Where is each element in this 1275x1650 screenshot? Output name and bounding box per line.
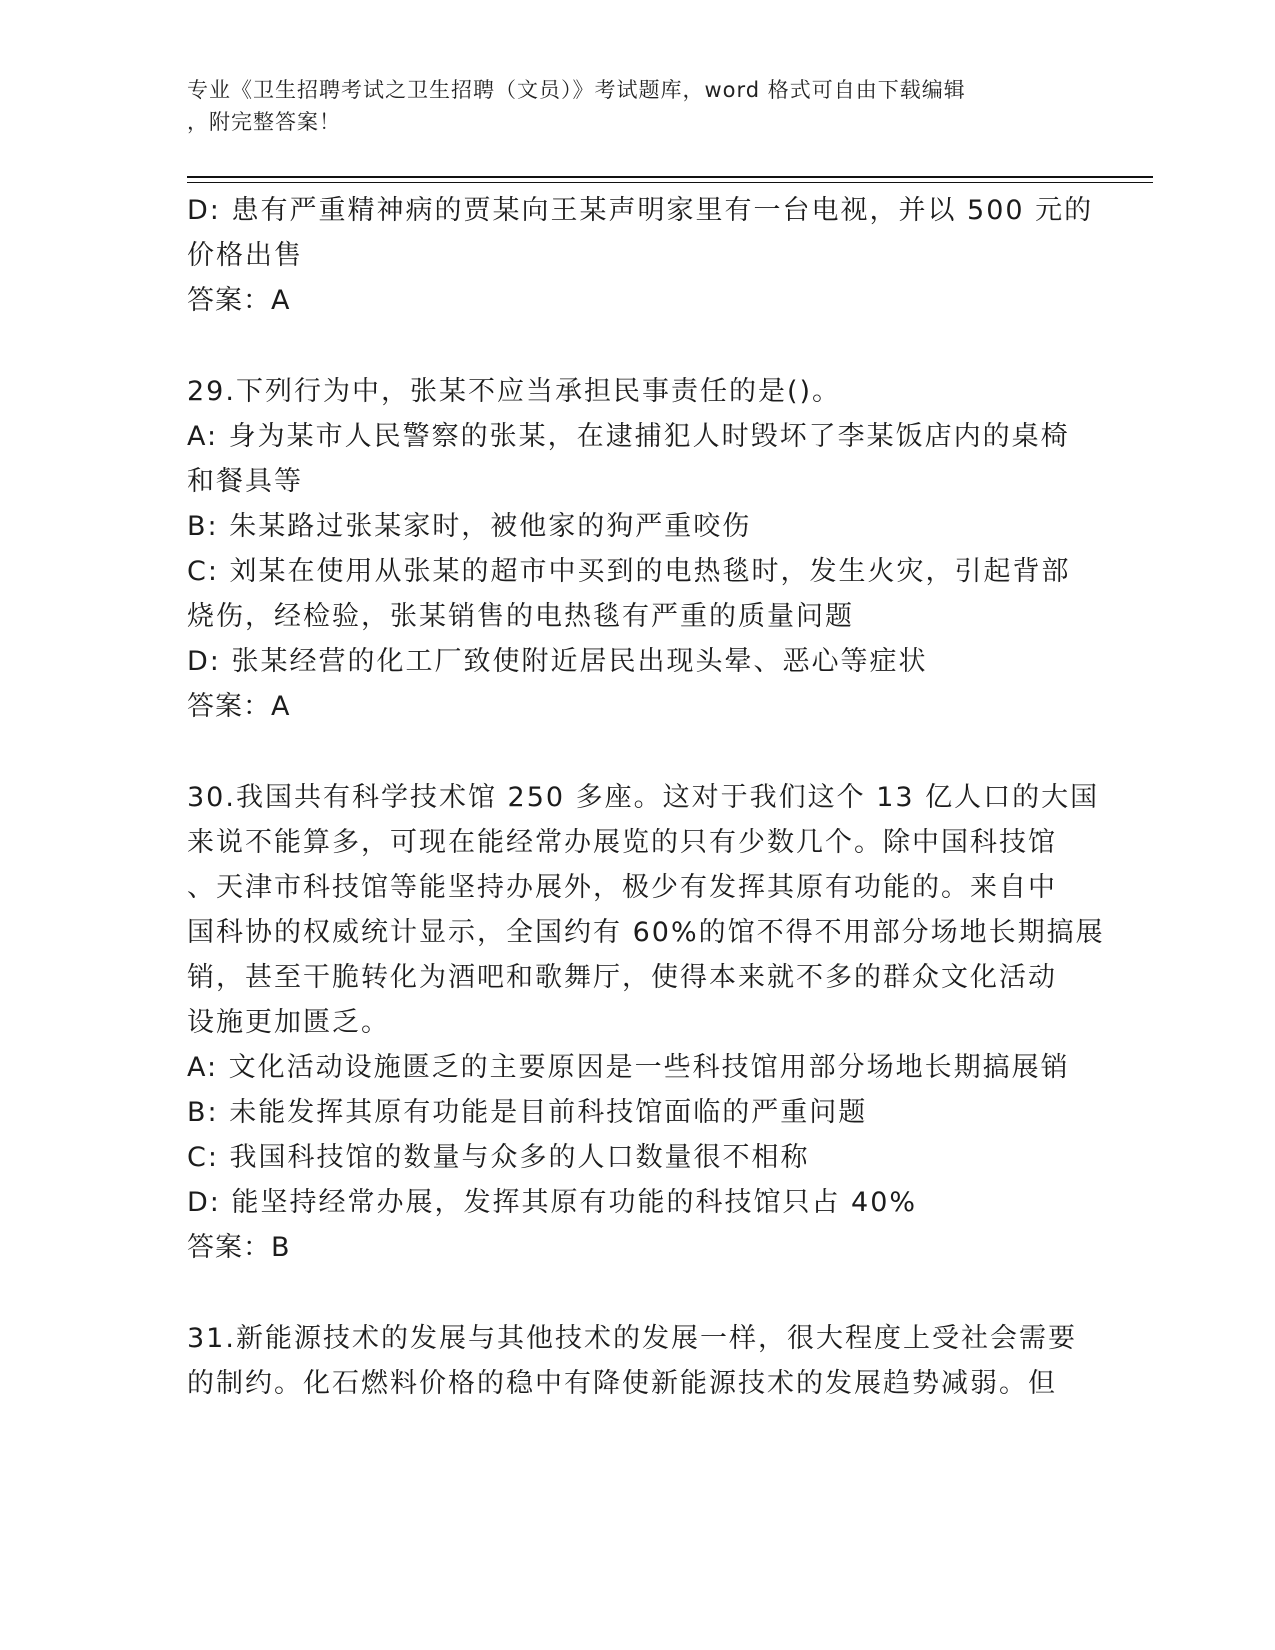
header-divider-thick bbox=[187, 176, 1153, 178]
prev-question-block bbox=[187, 188, 1094, 324]
document-header bbox=[187, 74, 1067, 138]
answer-label: 答案：B bbox=[187, 1232, 291, 1263]
option-a: A: 文化活动设施匮乏的主要原因是一些科技馆用部分场地长期搞展销 bbox=[187, 1052, 1070, 1083]
option-d: D: 能坚持经常办展，发挥其原有功能的科技馆只占 40% bbox=[187, 1187, 918, 1218]
option-b: B: 朱某路过张某家时，被他家的狗严重咬伤 bbox=[187, 511, 752, 542]
answer-label: 答案：A bbox=[187, 691, 291, 722]
option-c-line-2: 烧伤，经检验，张某销售的电热毯有严重的质量问题 bbox=[187, 601, 854, 632]
question-stem: 29.下列行为中，张某不应当承担民事责任的是()。 bbox=[187, 376, 842, 407]
question-30 bbox=[187, 775, 1105, 1271]
question-stem-line-1: 30.我国共有科学技术馆 250 多座。这对于我们这个 13 亿人口的大国 bbox=[187, 782, 1100, 813]
option-d-line-2: 价格出售 bbox=[187, 240, 303, 271]
option-a-line-2: 和餐具等 bbox=[187, 466, 303, 497]
question-stem-line-5: 销，甚至干脆转化为酒吧和歌舞厅，使得本来就不多的群众文化活动 bbox=[187, 962, 1057, 993]
option-d: D: 张某经营的化工厂致使附近居民出现头晕、恶心等症状 bbox=[187, 646, 928, 677]
header-line-2: ，附完整答案！ bbox=[187, 110, 341, 134]
option-c: C: 我国科技馆的数量与众多的人口数量很不相称 bbox=[187, 1142, 810, 1173]
header-line-1: 专业《卫生招聘考试之卫生招聘（文员）》考试题库，word 格式可自由下载编辑 bbox=[187, 78, 966, 102]
question-stem-line-6: 设施更加匮乏。 bbox=[187, 1007, 390, 1038]
question-stem-line-2: 的制约。化石燃料价格的稳中有降使新能源技术的发展趋势减弱。但 bbox=[187, 1368, 1057, 1399]
question-29 bbox=[187, 369, 1087, 730]
answer-label: 答案：A bbox=[187, 285, 291, 316]
option-c-line-1: C: 刘某在使用从张某的超市中买到的电热毯时，发生火灾，引起背部 bbox=[187, 556, 1071, 587]
question-content bbox=[187, 188, 1105, 1406]
option-d-line-1: D: 患有严重精神病的贾某向王某声明家里有一台电视，并以 500 元的 bbox=[187, 195, 1094, 226]
question-stem-line-1: 31.新能源技术的发展与其他技术的发展一样，很大程度上受社会需要 bbox=[187, 1323, 1077, 1354]
header-divider-thin bbox=[187, 182, 1153, 183]
question-stem-line-4: 国科协的权威统计显示，全国约有 60%的馆不得不用部分场地长期搞展 bbox=[187, 917, 1105, 948]
option-a-line-1: A: 身为某市人民警察的张某，在逮捕犯人时毁坏了李某饭店内的桌椅 bbox=[187, 421, 1070, 452]
spacer bbox=[187, 730, 1087, 775]
spacer bbox=[187, 1271, 1087, 1316]
option-b: B: 未能发挥其原有功能是目前科技馆面临的严重问题 bbox=[187, 1097, 868, 1128]
question-31 bbox=[187, 1316, 1087, 1406]
question-stem-line-2: 来说不能算多，可现在能经常办展览的只有少数几个。除中国科技馆 bbox=[187, 827, 1057, 858]
question-stem-line-3: 、天津市科技馆等能坚持办展外，极少有发挥其原有功能的。来自中 bbox=[187, 872, 1057, 903]
spacer bbox=[187, 324, 1087, 369]
